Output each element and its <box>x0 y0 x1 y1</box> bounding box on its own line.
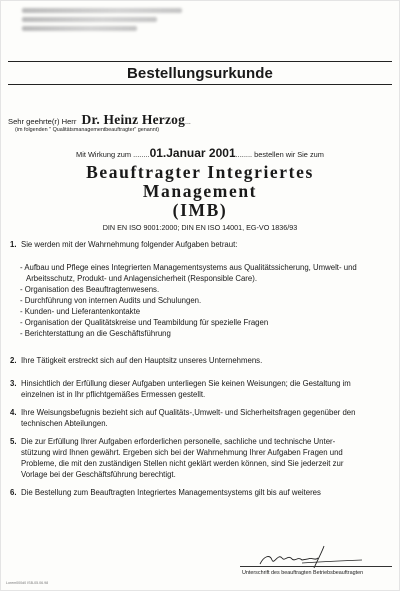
role-title-line: (IMB) <box>172 200 228 220</box>
item-text: stützung wird Ihnen gewährt. Ergeben sich bei der Wahrnehmung Ihrer Aufgaben Fragen und <box>21 448 343 457</box>
signature-caption: Unterschrift des beauftragten Betriebsbeauftragten <box>242 570 364 576</box>
item-number: 1. <box>10 240 17 249</box>
item-number: 3. <box>10 379 17 388</box>
item-text: Probleme, die mit den zuständigen Stellen nicht geklärt werden können, sind Sie jederzeit zur <box>21 459 344 468</box>
numbered-item <box>10 355 390 366</box>
task-list <box>20 262 390 339</box>
task-item: - Durchführung von internen Audits und Schulungen. <box>20 296 202 305</box>
task-item: - Berichterstattung an die Geschäftsführung <box>20 329 171 338</box>
effective-suffix: ........ bestellen wir Sie zum <box>235 150 324 159</box>
salutation-dots: ... <box>185 119 191 126</box>
blurred-line <box>22 17 157 22</box>
numbered-item <box>10 436 390 480</box>
item-text: Hinsichtlich der Erfüllung dieser Aufgaben unterliegen Sie keinen Weisungen; die Gestaltung im <box>21 379 351 388</box>
item-number: 5. <box>10 437 17 446</box>
effective-date-line <box>0 146 400 160</box>
signature-block <box>232 544 392 578</box>
numbered-item <box>10 407 390 429</box>
task-item: - Organisation des Beauftragtenwesens. <box>20 285 160 294</box>
numbered-item <box>10 487 390 498</box>
salutation-note: (im folgenden " Qualitätsmanagementbeauftragter" genannt) <box>15 127 160 133</box>
item-text: Ihre Weisungsbefugnis bezieht sich auf Qualitäts-,Umwelt- und Sicherheitsfragen gegenüber den <box>21 408 356 417</box>
salutation <box>8 112 191 128</box>
item-text: Sie werden mit der Wahrnehmung folgender Aufgaben betraut: <box>21 240 238 249</box>
item-text: Vorlage bei der Geschäftsführung berechtigt. <box>21 470 176 479</box>
document-title <box>8 61 392 85</box>
task-item: - Aufbau und Pflege eines Integrierten Managementsystems aus Qualitätssicherung, Umwelt- und <box>20 263 357 272</box>
item-text: technischen Abteilungen. <box>21 419 108 428</box>
item-number: 2. <box>10 356 17 365</box>
blurred-line <box>22 26 137 31</box>
role-title-line: Beauftragter Integriertes <box>86 162 314 182</box>
task-item: - Kunden- und Lieferantenkontakte <box>20 307 141 316</box>
item-number: 6. <box>10 488 17 497</box>
numbered-item <box>10 378 390 400</box>
task-item-continuation: Arbeitsschutz, Produkt- und Anlagensicherheit (Responsible Care). <box>26 274 257 283</box>
appointee-name: Dr. Heinz Herzog <box>81 112 186 127</box>
numbered-item <box>10 239 390 250</box>
signature-line <box>240 566 392 567</box>
item-text: Die zur Erfüllung Ihrer Aufgaben erforderlichen personelle, sachliche und technische Unter- <box>21 437 336 446</box>
item-text: Die Bestellung zum Beauftragten Integriertes Managementsystems gilt bis auf weiteres <box>21 488 321 497</box>
item-number: 4. <box>10 408 17 417</box>
role-title <box>0 163 400 220</box>
standards-reference: DIN EN ISO 9001:2000; DIN EN ISO 14001, EG-VO 1836/93 <box>102 223 298 232</box>
document-title-text: Bestellungsurkunde <box>127 64 273 82</box>
effective-date: 01.Januar 2001 <box>149 146 236 160</box>
blurred-line <box>22 8 182 13</box>
effective-prefix: Mit Wirkung zum ........ <box>76 150 150 159</box>
item-text: einzelnen ist in Ihr pflichtgemäßes Ermessen gestellt. <box>21 390 206 399</box>
blurred-company-header <box>22 8 192 35</box>
item-text: Ihre Tätigkeit erstreckt sich auf den Hauptsitz unseres Unternehmens. <box>21 356 263 365</box>
salutation-prefix: Sehr geehrte(r) Herr <box>8 117 77 126</box>
task-item: - Organisation der Qualitätskreise und Teambildung für spezielle Fragen <box>20 318 269 327</box>
role-title-line: Management <box>142 181 258 201</box>
footer-code: Lorem000d0 ISB-05.06.98 <box>6 581 49 585</box>
